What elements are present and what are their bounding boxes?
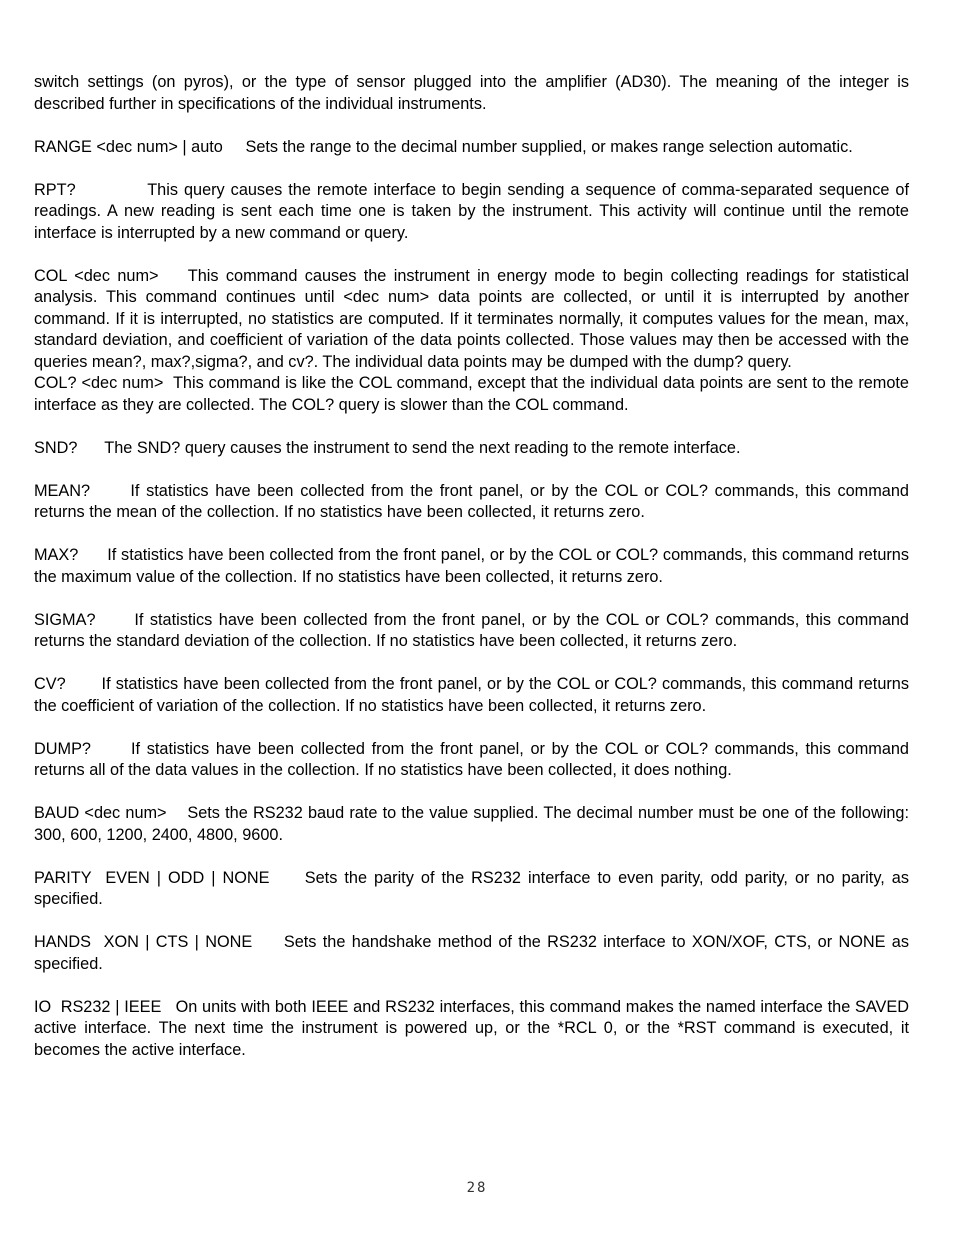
command-description: Sets the RS232 baud rate to the value supplied. The decimal number must be one of the following: 300, 600, 1200, 2400, 4800, 9600. [34, 804, 909, 844]
command-term: HANDS XON | CTS | NONE [34, 933, 284, 951]
command-term: SIGMA? [34, 610, 135, 629]
command-description: If statistics have been collected from the front panel, or by the COL or COL? commands, this command returns the mean of the collection. If no statistics have been collected, it returns zero. [34, 481, 909, 521]
command-description: Sets the range to the decimal number supplied, or makes range selection automatic. [245, 137, 853, 156]
command-term: IO RS232 | IEEE [34, 997, 176, 1016]
command-rpt [34, 180, 909, 245]
command-term: RANGE <dec num> | auto [34, 137, 246, 156]
document-body [34, 72, 909, 1083]
command-term: COL? <dec num> [34, 374, 173, 392]
command-term: BAUD <dec num> [34, 804, 188, 822]
command-baud [34, 803, 909, 846]
command-col [34, 266, 909, 374]
command-col-query [34, 373, 909, 416]
command-term: MEAN? [34, 481, 131, 500]
command-description: This command is like the COL command, except that the individual data points are sent to the remote interface as they are collected. The COL? query is slower than the COL command. [34, 374, 909, 414]
command-description: This command causes the instrument in energy mode to begin collecting readings for statistical analysis. This command continues until <dec num> data points are collected, or until it is interrupted by another command. If it is interrupted, no statistics are computed. If it terminates normally, it computes values for the mean, max, standard deviation, and coefficient of variation of the data points collected. Those values may then be accessed with the queries mean?, max?,sigma?, and cv?. The individual data points may be dumped with the dump? query. [34, 266, 909, 371]
command-description: On units with both IEEE and RS232 interfaces, this command makes the named interface the SAVED active interface. The next time the instrument is powered up, or the *RCL 0, or the *RST command is executed, it becomes the active interface. [34, 997, 909, 1059]
command-description: If statistics have been collected from the front panel, or by the COL or COL? commands, this command returns the coefficient of variation of the collection. If no statistics have been collected, it returns zero. [34, 675, 909, 715]
command-term: DUMP? [34, 739, 132, 758]
command-description: Sets the handshake method of the RS232 interface to XON/XOF, CTS, or NONE as specified. [34, 933, 910, 973]
command-range [34, 137, 909, 159]
command-description: Sets the parity of the RS232 interface to even parity, odd parity, or no parity, as specified. [34, 868, 910, 908]
command-description: If statistics have been collected from the front panel, or by the COL or COL? commands, this command returns the standard deviation of the collection. If no statistics have been collected, it returns zero. [34, 610, 909, 650]
page-number: 28 [466, 1180, 488, 1196]
command-description: This query causes the remote interface to begin sending a sequence of comma-separated sequence of readings. A new reading is sent each time one is taken by the instrument. This activity will continue until the remote interface is interrupted by a new command or query. [34, 180, 909, 242]
command-description: If statistics have been collected from the front panel, or by the COL or COL? commands, this command returns the maximum value of the collection. If no statistics have been collected, it returns zero. [34, 546, 909, 586]
command-description: If statistics have been collected from the front panel, or by the COL or COL? commands, this command returns all of the data values in the collection. If no statistics have been collected, it does nothing. [34, 739, 909, 779]
command-io [34, 997, 909, 1062]
command-term: COL <dec num> [34, 266, 188, 285]
intro-paragraph: switch settings (on pyros), or the type of sensor plugged into the amplifier (AD30). The meaning of the integer is described further in specifications of the individual instruments. [34, 73, 909, 113]
command-dump [34, 739, 909, 782]
command-mean [34, 481, 909, 524]
command-term: SND? [34, 438, 105, 457]
command-term: RPT? [34, 180, 148, 199]
command-cv [34, 674, 909, 717]
command-snd [34, 438, 909, 460]
command-description: The SND? query causes the instrument to send the next reading to the remote interface. [104, 438, 741, 457]
command-term: CV? [34, 675, 102, 693]
command-term: MAX? [34, 546, 108, 564]
command-hands [34, 932, 909, 975]
command-max [34, 545, 909, 588]
command-term: PARITY EVEN | ODD | NONE [34, 868, 305, 887]
command-sigma [34, 610, 909, 653]
command-parity [34, 868, 909, 911]
